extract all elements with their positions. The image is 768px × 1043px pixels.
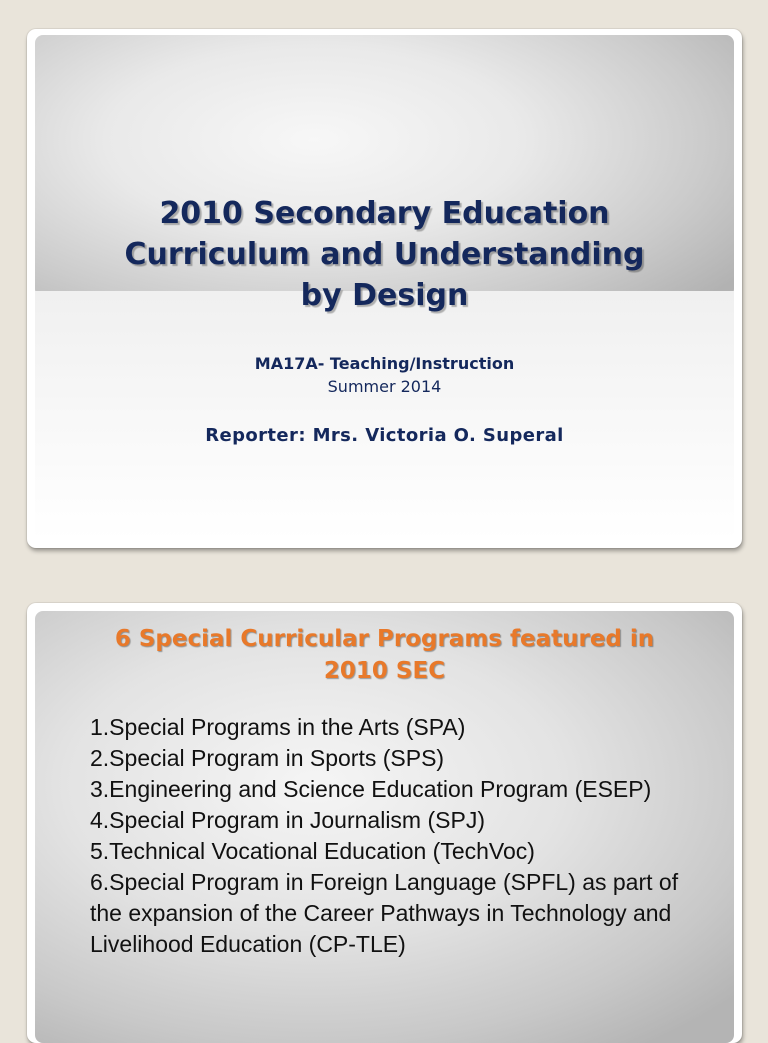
slide-title-text	[27, 193, 742, 316]
list-item: 6.Special Program in Foreign Language (SPFL) as part of the expansion of the Career Pathways in Technology and Livelihood Education (CP-TLE)	[90, 869, 679, 957]
heading-line: 2010 SEC	[323, 658, 446, 684]
list-item: 1.Special Programs in the Arts (SPA)	[90, 714, 466, 740]
list-item: 3.Engineering and Science Education Program (ESEP)	[90, 776, 652, 802]
heading-line: 6 Special Curricular Programs featured in	[114, 626, 655, 652]
list-item: 5.Technical Vocational Education (TechVoc)	[90, 838, 535, 864]
slide-heading	[27, 623, 742, 687]
lower-band	[35, 291, 734, 541]
title-line: 2010 Secondary Education	[159, 196, 610, 231]
list-item: 2.Special Program in Sports (SPS)	[90, 745, 445, 771]
program-list	[90, 712, 690, 960]
course-code: MA17A- Teaching/Instruction	[254, 354, 515, 373]
reporter: Reporter: Mrs. Victoria O. Superal	[205, 425, 564, 446]
slide-title	[27, 29, 742, 548]
list-item: 4.Special Program in Journalism (SPJ)	[90, 807, 485, 833]
term: Summer 2014	[327, 377, 442, 396]
title-line: Curriculum and Understanding	[124, 237, 645, 272]
slide-programs	[27, 603, 742, 1043]
title-line: by Design	[300, 278, 469, 313]
